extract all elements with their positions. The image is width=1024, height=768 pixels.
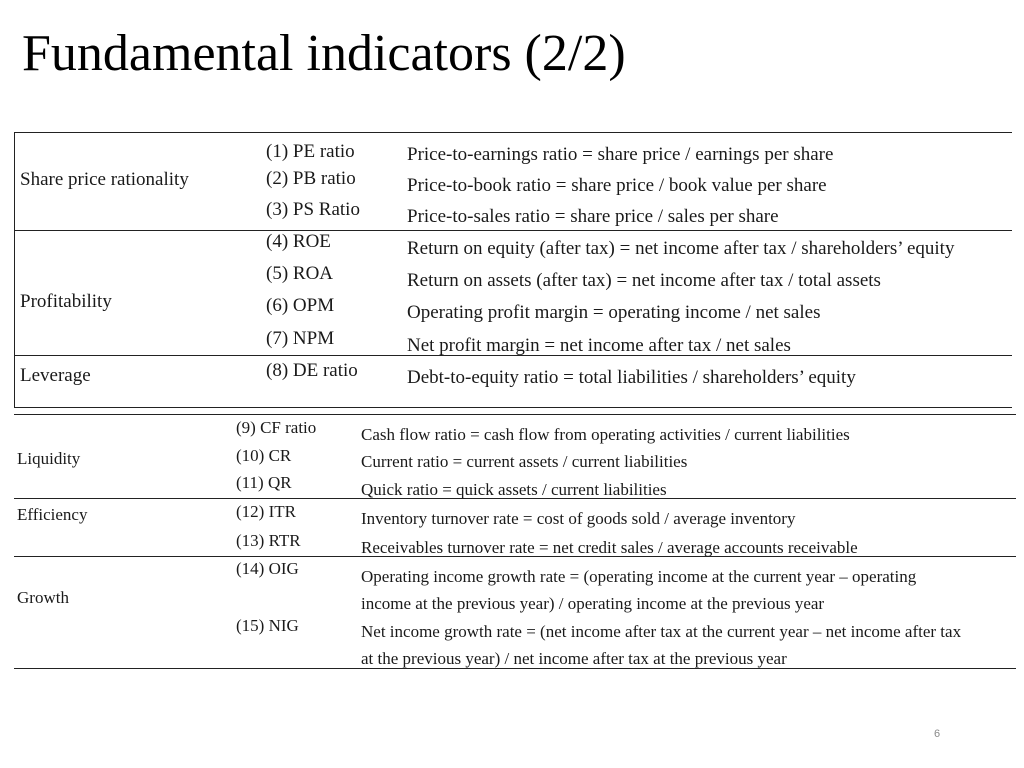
indicator-label: (2) PB ratio	[266, 168, 356, 189]
table1-bottom-rule	[14, 407, 1012, 408]
indicator-label: (5) ROA	[266, 263, 334, 284]
group-share-price-rationality: Share price rationality	[20, 169, 189, 190]
group-liquidity: Liquidity	[17, 449, 81, 468]
indicator-formula: Return on assets (after tax) = net income after tax / total assets	[407, 270, 881, 291]
indicator-formula: Price-to-book ratio = share price / book value per share	[407, 175, 827, 196]
indicator-label: (8) DE ratio	[266, 360, 358, 381]
indicator-formula: Price-to-sales ratio = share price / sales per share	[407, 206, 779, 227]
indicator-formula: Cash flow ratio = cash flow from operating activities / current liabilities	[361, 425, 850, 444]
indicator-formula: Inventory turnover rate = cost of goods sold / average inventory	[361, 509, 796, 528]
table2-bottom-rule	[14, 668, 1016, 669]
indicator-label: (14) OIG	[236, 559, 299, 578]
indicator-formula: Price-to-earnings ratio = share price / earnings per share	[407, 144, 834, 165]
indicator-formula-line: at the previous year) / net income after tax at the previous year	[361, 649, 787, 668]
indicator-label: (11) QR	[236, 473, 292, 492]
indicator-formula-line: income at the previous year) / operating income at the previous year	[361, 594, 825, 613]
table1-top-rule	[14, 132, 1012, 133]
table2-top-rule	[14, 414, 1016, 415]
page-number: 6	[934, 728, 941, 740]
group-profitability: Profitability	[20, 291, 112, 312]
indicator-label: (12) ITR	[236, 502, 296, 521]
indicator-formula: Return on equity (after tax) = net income after tax / shareholders’ equity	[407, 238, 955, 259]
indicator-formula: Current ratio = current assets / current liabilities	[361, 452, 688, 471]
indicator-formula: Quick ratio = quick assets / current liabilities	[361, 480, 667, 499]
indicator-formula-line: Net income growth rate = (net income after tax at the current year – net income after tax	[361, 622, 962, 641]
table1-left-border	[14, 132, 15, 408]
indicator-label: (15) NIG	[236, 616, 299, 635]
indicator-formula: Receivables turnover rate = net credit sales / average accounts receivable	[361, 538, 858, 557]
indicator-label: (6) OPM	[266, 295, 335, 316]
indicator-formula-line: Operating income growth rate = (operating income at the current year – operating	[361, 567, 917, 586]
indicator-label: (3) PS Ratio	[266, 199, 360, 220]
group-efficiency: Efficiency	[17, 505, 88, 524]
indicator-formula: Net profit margin = net income after tax / net sales	[407, 335, 791, 356]
indicator-label: (10) CR	[236, 446, 292, 465]
indicator-label: (13) RTR	[236, 531, 301, 550]
table1-row-divider	[14, 230, 1012, 231]
indicator-label: (7) NPM	[266, 328, 335, 349]
indicator-label: (9) CF ratio	[236, 418, 317, 437]
indicator-label: (1) PE ratio	[266, 141, 355, 162]
indicator-label: (4) ROE	[266, 231, 331, 252]
indicator-formula: Operating profit margin = operating income / net sales	[407, 302, 821, 323]
group-growth: Growth	[17, 588, 69, 607]
indicator-formula: Debt-to-equity ratio = total liabilities / shareholders’ equity	[407, 367, 856, 388]
group-leverage: Leverage	[20, 365, 91, 386]
slide-title: Fundamental indicators (2/2)	[22, 25, 626, 82]
